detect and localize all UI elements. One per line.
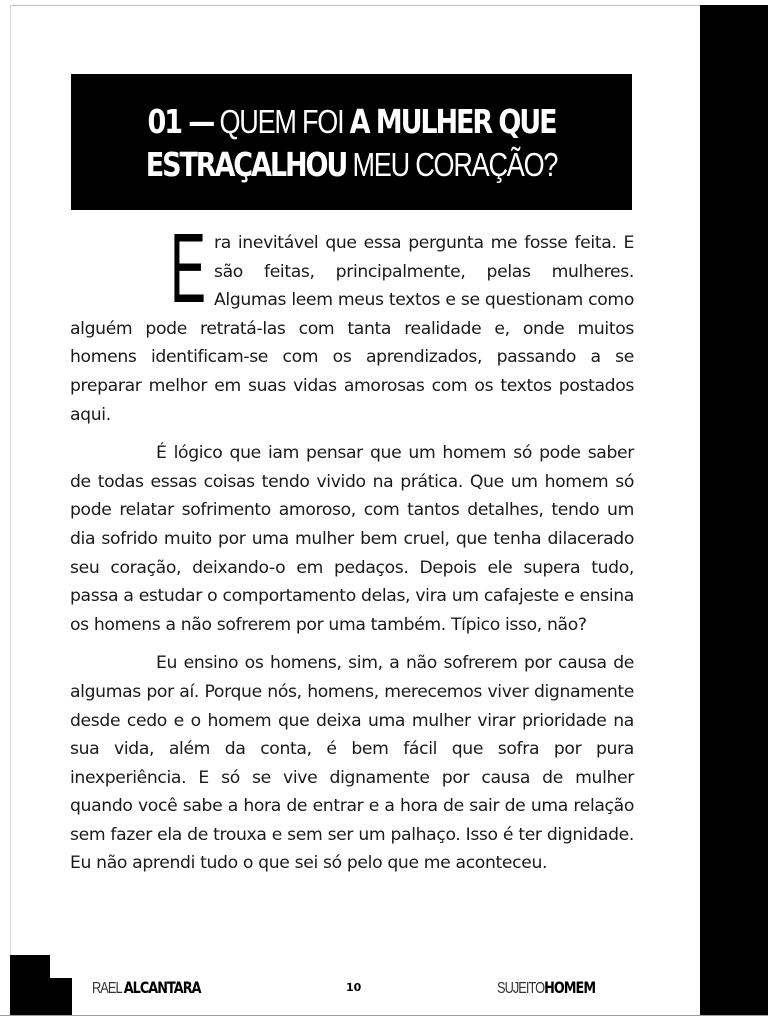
- paragraph-1: [70, 213, 634, 429]
- chapter-title-box: [71, 74, 632, 210]
- chapter-number: 01 —: [147, 102, 214, 141]
- paragraph-2: É lógico que iam pensar que um homem só pode saber de todas essas coisas tendo vivido na prática. Que um homem só pode relatar sofrimento amoroso, com tantos detalhes, tendo um dia sofrido muito por uma mulher bem cruel, que tenha dilacerado seu coração, deixando-o em pedaços. Depois ele supera tudo, passa a estudar o comportamento delas, vira um cafajeste e ensina os homens a não sofrerem por uma também. Típico isso, não?: [70, 443, 634, 635]
- brand-light: SUJEITO: [497, 980, 545, 997]
- paragraph-1-text: ra inevitável que essa pergunta me fosse feita. E são feitas, principalmente, pelas mulheres. Algumas leem meus textos e se questionam como alguém pode retratá-las com tanta realidade e, onde muitos homens identificam-se com os aprendizados, passando a se preparar melhor em suas vidas amorosas com os textos postados aqui.: [70, 233, 634, 425]
- page-number: 10: [346, 981, 362, 994]
- brand-bold: HOMEM: [544, 978, 596, 997]
- author-last-name: ALCANTARA: [123, 978, 201, 997]
- footer-corner-step: [10, 978, 72, 1015]
- footer-brand: [497, 978, 595, 998]
- footer-author: [92, 978, 201, 998]
- chapter-body: [70, 213, 634, 888]
- author-first-name: RAEL: [92, 980, 124, 997]
- chapter-title-bold-2: ESTRAÇALHOU: [145, 145, 347, 184]
- chapter-title-light-2: MEU CORAÇÃO?: [346, 146, 558, 183]
- chapter-title-light-1: QUEM FOI: [213, 103, 350, 140]
- chapter-title-line-2: [121, 143, 581, 186]
- drop-cap: E: [170, 213, 206, 323]
- page-edge-bar: [700, 5, 768, 1015]
- chapter-title-line-1: [121, 100, 581, 143]
- page-bottom-edge: [0, 1015, 768, 1016]
- paragraph-3: Eu ensino os homens, sim, a não sofrerem por causa de algumas por aí. Porque nós, homens, merecemos viver dignamente desde cedo e o homem que deixa uma mulher virar prioridade na sua vida, além da conta, é bem fácil que sofra por pura inexperiência. E só se vive dignamente por causa de mulher quando você sabe a hora de entrar e a hora de sair de uma relação sem fazer ela de trouxa e sem ser um palhaço. Isso é ter dignidade. Eu não aprendi tudo o que sei só pelo que me aconteceu.: [70, 653, 634, 874]
- chapter-title-bold-1: A MULHER QUE: [349, 102, 556, 141]
